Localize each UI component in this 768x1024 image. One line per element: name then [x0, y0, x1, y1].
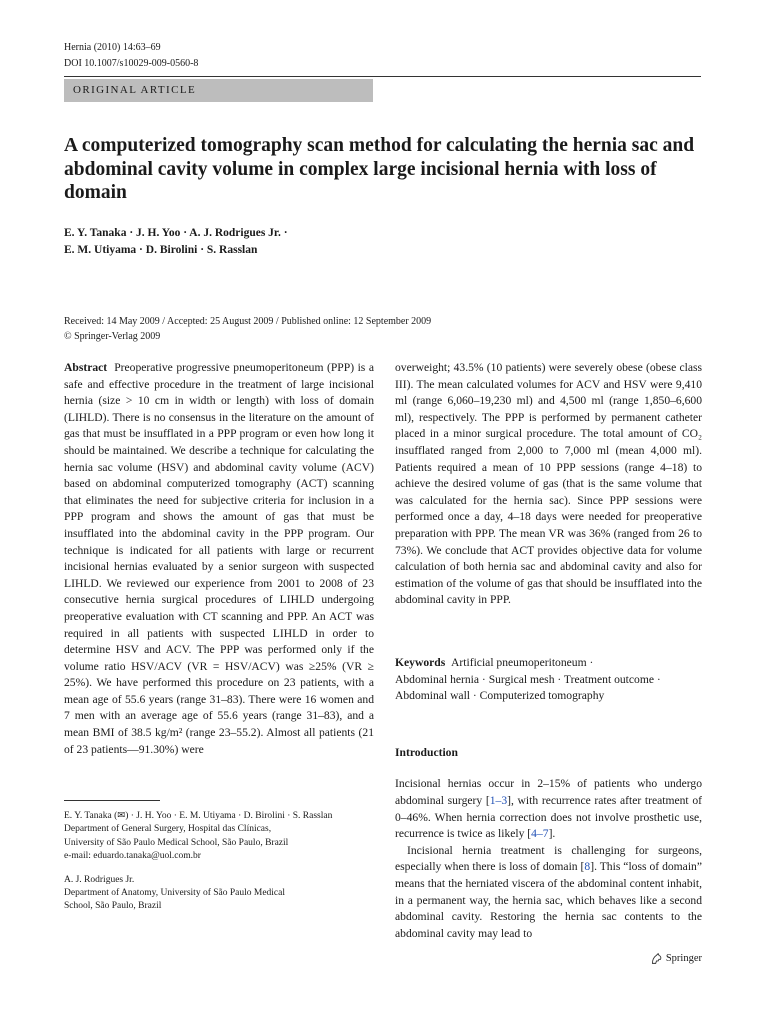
- authors-line-2: E. M. Utiyama · D. Birolini · S. Rasslan: [64, 244, 258, 256]
- header-rule: [64, 76, 701, 77]
- introduction-paragraph-2: [395, 843, 702, 943]
- citation-link[interactable]: 1–3: [489, 793, 508, 807]
- affiliations: [64, 810, 374, 914]
- doi[interactable]: DOI 10.1007/s10029-009-0560-8: [64, 58, 199, 69]
- affiliation-1-line-2: University of São Paulo Medical School, São Paulo, Brazil: [64, 837, 289, 848]
- abstract-text-left: Preoperative progressive pneumoperitoneum (PPP) is a safe and effective procedure in the treatment of large incisional hernia (size > 10 cm in width or length) with loss of domain (LIHLD). There is no consensus in the literature on the amount of gas that must be insufflated in a PPP program or even how long it should be maintained. We describe a technique for calculating the hernia sac volume (HSV) and abdominal cavity volume (ACV) based on abdominal computerized tomography (ACT) scanning that eliminates the need for subjective criteria for inclusion in a PPP program and shows the amount of gas that must be insufflated into the abdominal cavity in the PPP program. Our technique is indicated for all patients with large or recurrent incisional hernias evaluated by a senior surgeon with suspected LIHLD. We reviewed our experience from 2001 to 2008 of 23 consecutive hernia surgical procedures of LIHLD undergoing preoperative evaluation with CT scanning and PPP. An ACT was required in all patients with suspected LIHLD in order to determine HSV and ACV. The PPP was performed only if the volume ratio HSV/ACV (VR = HSV/ACV) was ≥25% (VR ≥ 25%). We have performed this procedure on 23 patients, with a mean age of 55.6 years (range 31–83). There were 16 women and 7 men with an average age of 55.6 years (range 31–83), and a mean BMI of 38.5 kg/m² (range 23–55.2). Almost all patients (21 of 23 patients—91.30%) were: [64, 361, 374, 756]
- affiliation-2-author: A. J. Rodrigues Jr.: [64, 874, 135, 885]
- affiliation-authors: E. Y. Tanaka (✉) · J. H. Yoo · E. M. Utiyama · D. Birolini · S. Rasslan: [64, 811, 333, 821]
- keywords: [395, 655, 702, 705]
- publisher-logo: [650, 952, 702, 965]
- intro-p2-text-b: ]. This “loss of domain” means that the herniated viscera of the abdominal content inhabit, in a permanent way, the hernia sac, which behaves like a second abdominal cavity. Restoring the hernia sac contents to the abdominal cavity may lead to: [395, 860, 702, 940]
- abstract-text-right: overweight; 43.5% (10 patients) were severely obese (obese class III). The mean calculated volumes for ACV and HSV were 9,410 ml (range 6,060–19,230 ml) and 4,500 ml (range 1,850–6,600 ml), respectively. The PPP is performed by permanent catheter placed in a minor surgical procedure. The total amount of CO₂ insufflated ranged from 2,000 to 7,000 ml (mean 4,000 ml). Patients required a mean of 10 PPP sessions (range 4–18) to achieve the desired volume of gas (that is the same volume that was calculated for the hernia sac). Since PPP sessions were performed once a day, 4–18 days were needed for preoperative preparation with PPP. The mean VR was 36% (ranged from 26 to 73%). We conclude that ACT provides objective data for volume calculation of both hernia sac and abdominal cavity and also for estimation of the volume of gas that should be insufflated into the abdominal cavity in PPP.: [395, 361, 702, 607]
- introduction-paragraph-1: [395, 776, 702, 842]
- copyright: © Springer-Verlag 2009: [64, 331, 161, 342]
- citation-link[interactable]: 4–7: [531, 827, 549, 841]
- citation-link[interactable]: 8: [584, 860, 591, 874]
- intro-p1-text-b: ], with recurrence rates after treatment of 0–46%. When hernia correction does not involve prosthetic use, recurrence is twice as likely [: [395, 793, 702, 841]
- springer-horse-icon: [650, 952, 663, 965]
- journal-meta: [64, 40, 198, 72]
- affiliation-2-line-1: Department of Anatomy, University of São Paulo Medical: [64, 888, 286, 899]
- intro-p2-text-a: Incisional hernia treatment is challenging for surgeons, especially when there is loss of domain [: [395, 843, 702, 874]
- affiliation-1-line-1: Department of General Surgery, Hospital das Clínicas,: [64, 824, 272, 835]
- abstract-label: Abstract: [64, 361, 108, 374]
- keywords-line-3: Abdominal wall · Computerized tomography: [395, 689, 605, 703]
- left-column: [64, 360, 374, 758]
- abstract-left: [64, 360, 374, 758]
- keywords-line-2: Abdominal hernia · Surgical mesh · Treatment outcome ·: [395, 672, 661, 686]
- author-list: [64, 225, 288, 259]
- journal-citation: Hernia (2010) 14:63–69: [64, 42, 161, 53]
- introduction-heading: Introduction: [395, 745, 458, 759]
- publisher-name: Springer: [665, 953, 702, 964]
- affiliation-2-line-2: School, São Paulo, Brazil: [64, 901, 162, 912]
- publication-history: [64, 314, 431, 344]
- intro-p1-text-c: ].: [548, 827, 556, 841]
- footnote-rule: [64, 800, 160, 801]
- corresponding-email[interactable]: e-mail: eduardo.tanaka@uol.com.br: [64, 851, 201, 862]
- keywords-label: Keywords: [395, 656, 446, 669]
- intro-p1-text-a: Incisional hernias occur in 2–15% of patients who undergo abdominal surgery [: [395, 777, 702, 807]
- publication-dates: Received: 14 May 2009 / Accepted: 25 August 2009 / Published online: 12 September 2009: [64, 316, 432, 327]
- authors-line-1: E. Y. Tanaka · J. H. Yoo · A. J. Rodrigues Jr. ·: [64, 227, 288, 239]
- article-category: ORIGINAL ARTICLE: [64, 79, 373, 102]
- keywords-line-1: Artificial pneumoperitoneum ·: [451, 656, 594, 669]
- right-column: [395, 360, 702, 942]
- article-title: A computerized tomography scan method for calculating the hernia sac and abdominal cavity volume in complex large incisional hernia with loss of domain: [64, 135, 695, 203]
